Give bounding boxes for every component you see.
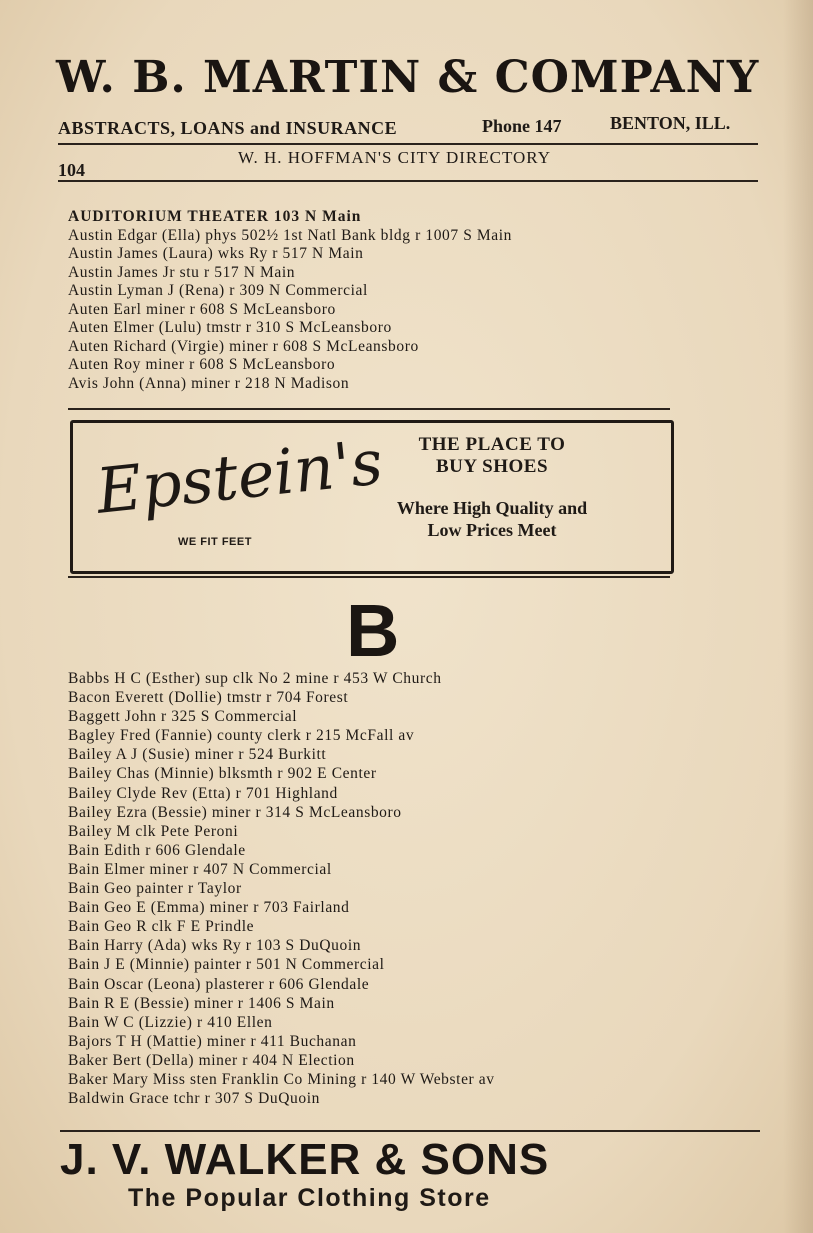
ad-headline — [372, 434, 612, 478]
running-head-rule — [58, 180, 758, 182]
list-item: Bailey Chas (Minnie) blksmth r 902 E Center — [68, 765, 377, 783]
list-item: Austin Lyman J (Rena) r 309 N Commercial — [68, 282, 368, 299]
list-item: Bain Harry (Ada) wks Ry r 103 S DuQuoin — [68, 937, 362, 955]
list-item: Bagley Fred (Fannie) county clerk r 215 McFall av — [68, 727, 415, 745]
section-letter: B — [346, 589, 400, 672]
footer-slogan: The Popular Clothing Store — [128, 1184, 491, 1212]
list-item: Bain Oscar (Leona) plasterer r 606 Glendale — [68, 975, 370, 993]
list-item: Austin James Jr stu r 517 N Main — [68, 263, 296, 281]
list-item: Baldwin Grace tchr r 307 S DuQuoin — [68, 1090, 320, 1108]
list-item: Bain Geo R clk F E Prindle — [68, 918, 255, 936]
header-city: BENTON, ILL. — [610, 113, 731, 133]
list-item: Bain W C (Lizzie) r 410 Ellen — [68, 1013, 273, 1031]
list-item: Bain Geo E (Emma) miner r 703 Fairland — [68, 899, 350, 917]
list-item: Baggett John r 325 S Commercial — [68, 708, 298, 726]
list-item: Avis John (Anna) miner r 218 N Madison — [68, 374, 350, 392]
list-item: Bain J E (Minnie) painter r 501 N Commercial — [68, 956, 385, 974]
ad-body-line: Where High Quality and — [396, 498, 588, 518]
list-item: Bain Elmer miner r 407 N Commercial — [68, 860, 332, 878]
list-item: Bailey Ezra (Bessie) miner r 314 S McLeansboro — [68, 803, 402, 821]
list-item: Bacon Everett (Dollie) tmstr r 704 Forest — [68, 689, 349, 707]
header-phone: Phone 147 — [482, 116, 562, 136]
entries-a-list — [68, 208, 668, 393]
header-services: ABSTRACTS, LOANS and INSURANCE — [58, 118, 398, 138]
list-item: AUDITORIUM THEATER 103 N Main — [68, 208, 362, 225]
list-item: Bailey A J (Susie) miner r 524 Burkitt — [68, 746, 327, 764]
list-item: Bailey M clk Pete Peroni — [68, 822, 239, 840]
list-item: Auten Richard (Virgie) miner r 608 S McLeansboro — [68, 337, 419, 355]
ad-body-line: Low Prices Meet — [427, 520, 557, 540]
header-rule — [58, 143, 758, 145]
list-item: Auten Elmer (Lulu) tmstr r 310 S McLeansboro — [68, 319, 392, 336]
list-item: Auten Earl miner r 608 S McLeansboro — [68, 300, 336, 318]
ad-body — [360, 497, 624, 541]
list-item: Austin Edgar (Ella) phys 502½ 1st Natl Bank bldg r 1007 S Main — [68, 226, 513, 244]
header-company-name: W. B. MARTIN & COMPANY — [56, 52, 760, 103]
footer-rule — [60, 1130, 760, 1132]
list-item: Austin James (Laura) wks Ry r 517 N Main — [68, 245, 364, 262]
list-item: Bajors T H (Mattie) miner r 411 Buchanan — [68, 1032, 357, 1050]
list-item: Bain Geo painter r Taylor — [68, 880, 242, 898]
list-item: Bain Edith r 606 Glendale — [68, 841, 246, 859]
footer-company-name: J. V. WALKER & SONS — [60, 1135, 550, 1184]
list-item: Bailey Clyde Rev (Etta) r 701 Highland — [68, 784, 338, 802]
list-item: Baker Mary Miss sten Franklin Co Mining r 140 W Webster av — [68, 1070, 495, 1088]
list-item: Bain R E (Bessie) miner r 1406 S Main — [68, 994, 335, 1012]
directory-name: W. H. HOFFMAN'S CITY DIRECTORY — [238, 148, 551, 167]
page-edge-shadow — [783, 0, 813, 1233]
ad-top-rule — [68, 408, 670, 410]
epsteins-logo: Epstein's — [92, 425, 387, 528]
entries-b-list — [68, 669, 668, 1108]
ad-headline-line: BUY SHOES — [435, 456, 549, 477]
ad-tagline: WE FIT FEET — [178, 536, 252, 548]
page-number: 104 — [58, 160, 85, 180]
ad-bottom-rule — [68, 576, 670, 578]
ad-headline-line: THE PLACE TO — [418, 434, 566, 455]
list-item: Auten Roy miner r 608 S McLeansboro — [68, 356, 336, 373]
list-item: Babbs H C (Esther) sup clk No 2 mine r 453 W Church — [68, 670, 442, 687]
list-item: Baker Bert (Della) miner r 404 N Election — [68, 1051, 355, 1069]
